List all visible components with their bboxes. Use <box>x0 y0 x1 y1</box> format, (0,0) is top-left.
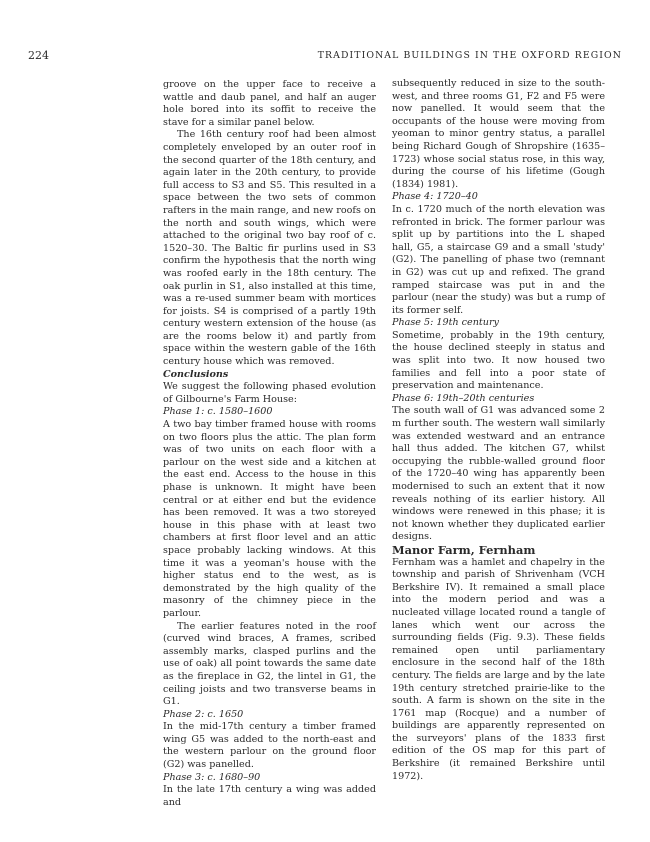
conclusions-heading: Conclusions <box>163 368 229 380</box>
phase-heading: Phase 5: 19th century <box>392 317 499 329</box>
paragraph: The earlier features noted in the roof (curved wind braces, A frames, scribed assembly marks, clasped purlins and the use of oak) all point towards the same date as the fireplace in G2, the lintel in G1, the ceiling joists and two transverse beams in G1. <box>163 620 376 708</box>
paragraph: A two bay timber framed house with rooms on two floors plus the attic. The plan form was of two units on each floor with a parlour on the west side and a kitchen at the east end. Access to the house in this phase is unknown. It might have been central or at either end but the evidence has been removed. It was a two storeyed house in this phase with at least two chambers at first floor level and an attic space probably lacking windows. At this time it was a yeoman's house with the higher status end to the west, as is demonstrated by the high quality of the masonry of the chimney piece in the parlour. <box>163 419 376 619</box>
phase-heading: Phase 3: c. 1680–90 <box>163 771 261 783</box>
phase-heading: Phase 4: 1720–40 <box>392 191 478 203</box>
paragraph: Sometime, probably in the 19th century, the house declined steeply in status and was split into two. It now housed two families and fell into a poor state of preservation and maintenance. <box>392 329 605 392</box>
paragraph: subsequently reduced in size to the south-west, and three rooms G1, F2 and F5 were now panelled. It would seem that the occupants of the house were moving from yeoman to minor gentry status, a parallel being Richard Gough of Shropshire (1635–1723) whose social status rose, in this way, during the course of his lifetime (Gough (1834) 1981). <box>392 78 605 190</box>
phase-heading: Phase 2: c. 1650 <box>163 708 244 720</box>
paragraph: groove on the upper face to receive a wattle and daub panel, and half an auger hole bored into its soffit to receive the stave for a similar panel below. <box>163 79 376 128</box>
section-heading-manor-farm: Manor Farm, Fernham <box>392 542 536 557</box>
left-column <box>163 79 376 809</box>
paragraph: In c. 1720 much of the north elevation was refronted in brick. The former parlour was split up by partitions into the L shaped hall, G5, a staircase G9 and a small 'study' (G2). The panelling of phase two (remnant in G2) was cut up and refixed. The grand ramped staircase was put in and the parlour (near the study) was but a rump of its former self. <box>392 203 605 316</box>
phase-heading: Phase 6: 19th–20th centuries <box>392 392 535 404</box>
paragraph: In the mid-17th century a timber framed wing G5 was added to the north-east and the western parlour on the ground floor (G2) was panelled. <box>163 721 376 771</box>
paragraph: Fernham was a hamlet and chapelry in the township and parish of Shrivenham (VCH Berkshire IV). It remained a small place into the modern period and was a nucleated village located round a tangle of lanes which went our across the surrounding fields (Fig. 9.3). These fields remained open until parliamentary enclosure in the second half of the 18th century. The fields are large and by the late 19th century stretched prairie-like to the south. A farm is shown on the site in the 1761 map (Rocque) and a number of buildings are apparently represented on the surveyors' plans of the 1833 first edition of the OS map for this part of Berkshire (it remained Berkshire until 1972). <box>392 556 605 782</box>
right-column <box>392 78 605 783</box>
phase-heading: Phase 1: c. 1580–1600 <box>163 406 273 418</box>
paragraph: The south wall of G1 was advanced some 2 m further south. The western wall similarly was extended westward and an entrance hall thus added. The kitchen G7, whilst occupying the rubble-walled ground floor of the 1720–40 wing has apparently been modernised to such an extent that it now reveals nothing of its earlier history. All windows were renewed in this phase; it is not known whether they duplicated earlier designs. <box>392 405 605 543</box>
page-number: 224 <box>28 49 49 62</box>
paragraph: The 16th century roof had been almost completely enveloped by an outer roof in the second quarter of the 18th century, and again later in the 20th century, to provide full access to S3 and S5. This resulted in a space between the two sets of common rafters in the main range, and new roofs on the north and south wings, which were attached to the original two bay roof of c. 1520–30. The Baltic fir purlins used in S3 confirm the hypothesis that the north wing was roofed early in the 18th century. The oak purlin in S1, also installed at this time, was a re-used summer beam with mortices for joists. S4 is comprised of a partly 19th century western extension of the house (as are the rooms below it) and partly from space within the western gable of the 16th century house which was removed. <box>163 129 376 368</box>
running-head: TRADITIONAL BUILDINGS IN THE OXFORD REGION <box>317 50 622 61</box>
paragraph: In the late 17th century a wing was added and <box>163 784 376 808</box>
paragraph: We suggest the following phased evolution of Gilbourne's Farm House: <box>163 381 376 405</box>
